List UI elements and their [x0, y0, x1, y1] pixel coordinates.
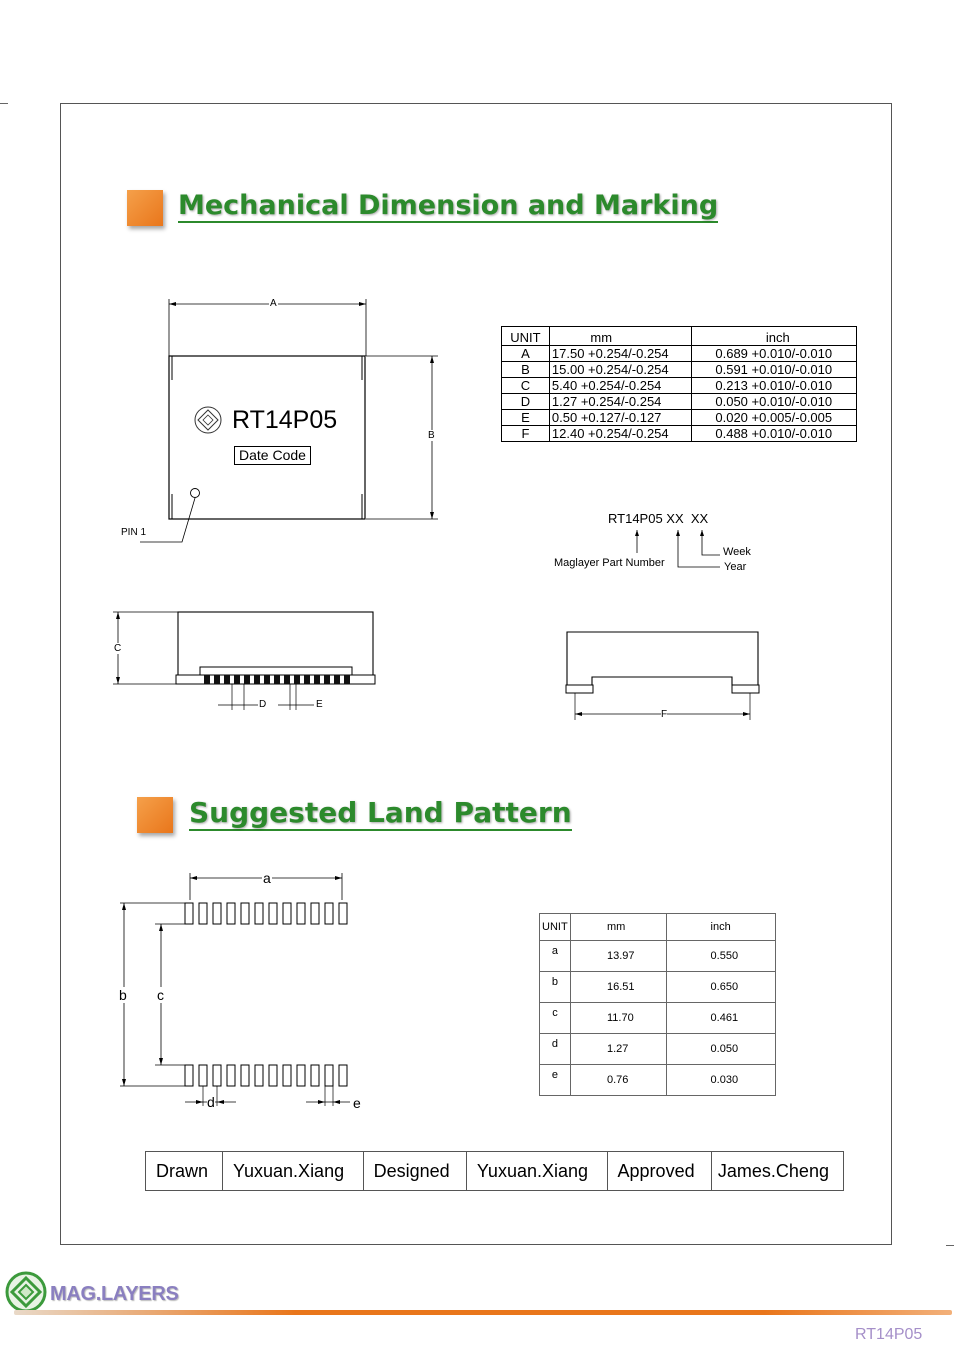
table-cell: 1.27: [570, 1034, 666, 1065]
table-row: [502, 378, 857, 394]
designed-label: Designed: [363, 1152, 466, 1191]
signoff-table: [145, 1151, 844, 1191]
table-header-row: [540, 914, 776, 941]
table-cell: 0.488 +0.010/-0.010: [691, 426, 856, 442]
drawn-name: Yuxuan.Xiang: [223, 1152, 364, 1191]
table-cell: 0.050 +0.010/-0.010: [691, 394, 856, 410]
header-mm: mm: [570, 914, 666, 941]
land-label-c: c: [157, 987, 164, 1003]
land-label-d: d: [207, 1094, 215, 1110]
table-cell: 17.50 +0.254/-0.254: [549, 346, 691, 362]
table-cell: b: [540, 972, 571, 1003]
table-cell: E: [502, 410, 550, 426]
table-cell: 15.00 +0.254/-0.254: [549, 362, 691, 378]
section-title-land-pattern: Suggested Land Pattern: [189, 796, 572, 829]
table-cell: 5.40 +0.254/-0.254: [549, 378, 691, 394]
table-cell: 0.550: [666, 941, 775, 972]
corner-tick: [946, 1245, 954, 1246]
header-inch: inch: [691, 327, 856, 346]
table-cell: 0.50 +0.127/-0.127: [549, 410, 691, 426]
bottom-pad-row: [185, 1065, 347, 1086]
table-row: [540, 1003, 776, 1034]
brand-name: MAG.LAYERS: [50, 1283, 179, 1305]
top-pad-row: [185, 903, 347, 924]
table-cell: A: [502, 346, 550, 362]
table-row: [540, 1034, 776, 1065]
table-row: [540, 1065, 776, 1096]
table-row: [502, 362, 857, 378]
date-code-box: Date Code: [234, 446, 311, 465]
dim-label-b: B: [428, 430, 435, 441]
header-mm: mm: [549, 327, 691, 346]
marking-year-label: Year: [724, 561, 747, 573]
table-cell: c: [540, 1003, 571, 1034]
drawn-label: Drawn: [146, 1152, 223, 1191]
table-cell: d: [540, 1034, 571, 1065]
land-label-a: a: [263, 870, 271, 886]
land-pattern-table: [539, 913, 776, 1096]
header-unit: UNIT: [540, 914, 571, 941]
dim-label-e: E: [316, 699, 323, 710]
designed-name: Yuxuan.Xiang: [466, 1152, 607, 1191]
table-cell: 1.27 +0.254/-0.254: [549, 394, 691, 410]
table-cell: 0.020 +0.005/-0.005: [691, 410, 856, 426]
marking-week-label: Week: [723, 546, 751, 558]
table-cell: e: [540, 1065, 571, 1096]
table-cell: 0.650: [666, 972, 775, 1003]
footer-rule: [14, 1310, 952, 1315]
approved-name: James.Cheng: [711, 1152, 843, 1191]
side-view-drawing: [110, 605, 390, 720]
table-row: [502, 410, 857, 426]
header-unit: UNIT: [502, 327, 550, 346]
table-cell: 12.40 +0.254/-0.254: [549, 426, 691, 442]
table-row: [502, 394, 857, 410]
table-cell: 0.030: [666, 1065, 775, 1096]
pin1-label: PIN 1: [121, 527, 147, 538]
table-cell: B: [502, 362, 550, 378]
table-cell: F: [502, 426, 550, 442]
brand-logo-icon: [4, 1270, 48, 1314]
table-row: [540, 941, 776, 972]
dim-label-c: C: [114, 643, 122, 654]
section-marker: [127, 190, 163, 226]
dim-label-f: F: [661, 709, 668, 720]
land-label-e: e: [353, 1095, 361, 1111]
component-body: [169, 356, 365, 519]
table-cell: 16.51: [570, 972, 666, 1003]
table-cell: 13.97: [570, 941, 666, 972]
approved-label: Approved: [607, 1152, 711, 1191]
table-row: [502, 346, 857, 362]
land-label-b: b: [119, 987, 127, 1003]
land-pattern-drawing: [110, 866, 370, 1116]
table-row: [502, 426, 857, 442]
marking-code: RT14P05 XX XX: [608, 511, 709, 526]
corner-tick: [0, 103, 8, 104]
section-title-mechanical: Mechanical Dimension and Marking: [178, 190, 719, 221]
table-cell: 0.76: [570, 1065, 666, 1096]
table-cell: 0.689 +0.010/-0.010: [691, 346, 856, 362]
marking-part-number-label: Maglayer Part Number: [554, 557, 665, 569]
table-cell: a: [540, 941, 571, 972]
footer-part-number: RT14P05: [855, 1326, 923, 1343]
table-cell: 0.461: [666, 1003, 775, 1034]
table-cell: 0.213 +0.010/-0.010: [691, 378, 856, 394]
dimension-table: [501, 326, 857, 442]
table-header-row: [502, 327, 857, 346]
header-inch: inch: [666, 914, 775, 941]
table-cell: 11.70: [570, 1003, 666, 1034]
dim-label-a: A: [270, 298, 277, 309]
section-marker: [137, 797, 173, 833]
table-cell: 0.050: [666, 1034, 775, 1065]
part-number-marking: RT14P05: [232, 406, 338, 434]
signoff-row: [146, 1152, 844, 1191]
table-cell: 0.591 +0.010/-0.010: [691, 362, 856, 378]
table-cell: C: [502, 378, 550, 394]
table-row: [540, 972, 776, 1003]
table-cell: D: [502, 394, 550, 410]
pin-row: [204, 675, 350, 684]
dim-label-d: D: [259, 699, 267, 710]
